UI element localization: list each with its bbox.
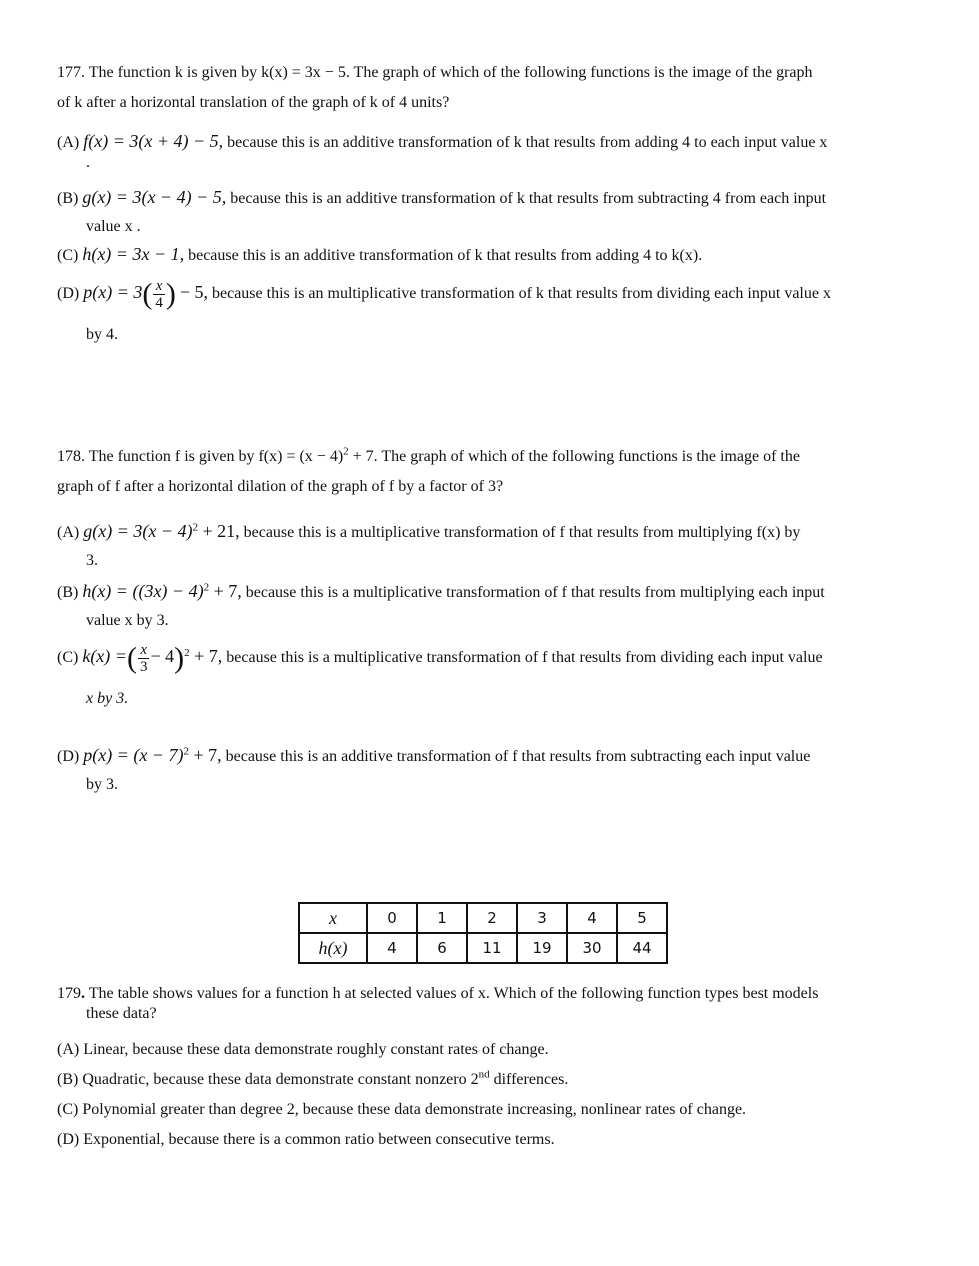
q179-b-post: differences. <box>489 1071 569 1088</box>
q177-c-label: (C) <box>57 247 79 264</box>
q177-d-eq-pre: p(x) = 3 <box>83 282 143 303</box>
q178-c-eq-pre: k(x) = <box>82 646 127 667</box>
table-header-x: x <box>299 903 367 933</box>
q178-b-tail: value x by 3. <box>86 612 169 629</box>
q177-option-b <box>57 187 923 237</box>
q178-d-tail: by 3. <box>86 776 118 793</box>
table-cell-x: 5 <box>617 903 667 933</box>
q177-stem-line2: of k after a horizontal translation of the graph of k of 4 units? <box>57 94 450 111</box>
table-row-x <box>299 903 667 933</box>
q177-option-a <box>57 131 923 173</box>
table-cell-x: 1 <box>417 903 467 933</box>
q179-stem-line1: The table shows values for a function h at selected values of x. Which of the following function types best models <box>85 985 819 1002</box>
q178-a-label: (A) <box>57 524 80 541</box>
q178-option-a <box>57 521 923 571</box>
q178-option-d <box>57 745 923 795</box>
q177-c-text: because this is an additive transformation of k that results from adding 4 to k(x). <box>188 247 703 264</box>
q179-b-sup: nd <box>478 1068 490 1081</box>
q178-b-text: because this is a multiplicative transformation of f that results from multiplying each input <box>245 584 825 601</box>
q177-d-frac-den: 4 <box>155 295 163 311</box>
q177-option-d <box>57 278 923 345</box>
q178-d-label: (D) <box>57 748 80 765</box>
q177-b-tail: value x . <box>86 218 141 235</box>
q178-c-label: (C) <box>57 649 79 667</box>
q178-a-tail: 3. <box>86 552 98 569</box>
q178-c-eq-mid: − 4 <box>150 646 175 667</box>
q178-c-eq-post: + 7, <box>189 646 223 667</box>
table-cell-x: 4 <box>567 903 617 933</box>
q177-stem <box>57 58 923 118</box>
q177-a-label: (A) <box>57 134 80 151</box>
q177-d-paren-close: ) <box>165 277 176 311</box>
q179-option-c: (C) Polynomial greater than degree 2, because these data demonstrate increasing, nonlinear rates of change. <box>57 1101 747 1118</box>
q178-c-fraction <box>138 642 150 675</box>
values-table <box>298 902 668 964</box>
q178-c-paren-open: ( <box>126 641 137 675</box>
q177-d-tail: by 4. <box>86 326 118 343</box>
q178-stem-line1-pre: 178. The function f is given by f(x) = (x − 4) <box>57 448 344 465</box>
q178-b-eq-pre: h(x) = ((3x) − 4) <box>82 581 204 601</box>
q177-b-text: because this is an additive transformation of k that results from subtracting 4 from each input <box>230 190 827 207</box>
q178-a-eq-pre: g(x) = 3(x − 4) <box>83 521 193 541</box>
q178-stem <box>57 442 923 502</box>
q178-c-frac-num: x <box>138 642 150 659</box>
q179-option-b <box>57 1070 923 1090</box>
q178-b-label: (B) <box>57 584 79 601</box>
q179-stem-line2: these data? <box>86 1005 157 1022</box>
table-cell-h: 44 <box>617 933 667 963</box>
q177-option-c <box>57 244 923 266</box>
q178-d-eq-pre: p(x) = (x − 7) <box>83 745 184 765</box>
q177-d-label: (D) <box>57 285 80 303</box>
table-row-h <box>299 933 667 963</box>
q179-b-pre: (B) Quadratic, because these data demonstrate constant nonzero 2 <box>57 1071 479 1088</box>
q178-a-eq-post: + 21, <box>197 521 240 541</box>
q178-stem-line1-post: + 7. The graph of which of the following functions is the image of the <box>348 448 800 465</box>
table-cell-h: 4 <box>367 933 417 963</box>
table-cell-h: 19 <box>517 933 567 963</box>
table-cell-x: 3 <box>517 903 567 933</box>
table-cell-x: 0 <box>367 903 417 933</box>
q179-dot: . <box>81 985 85 1002</box>
q177-d-eq-post: − 5, <box>179 282 208 303</box>
q178-c-tail: x by 3. <box>86 690 129 707</box>
q179-option-a: (A) Linear, because these data demonstrate roughly constant rates of change. <box>57 1041 549 1058</box>
table-header-h: h(x) <box>299 933 367 963</box>
q179-number: 179 <box>57 985 81 1002</box>
q178-b-eq-post: + 7, <box>209 581 242 601</box>
q177-b-equation: g(x) = 3(x − 4) − 5, <box>82 187 227 207</box>
q177-a-tail: . <box>86 154 90 171</box>
q178-c-paren-close: ) <box>174 641 185 675</box>
table-cell-h: 30 <box>567 933 617 963</box>
q177-d-text: because this is an multiplicative transformation of k that results from dividing each input value x <box>212 285 831 303</box>
q178-c-text: because this is a multiplicative transformation of f that results from dividing each input value <box>226 649 823 667</box>
q178-c-frac-den: 3 <box>139 659 148 675</box>
q178-a-text: because this is a multiplicative transformation of f that results from multiplying f(x) by <box>243 524 801 541</box>
q178-d-text: because this is an additive transformation of f that results from subtracting each input value <box>225 748 811 765</box>
table-cell-x: 2 <box>467 903 517 933</box>
q178-c-sup: 2 <box>184 646 190 659</box>
q178-option-b <box>57 581 923 631</box>
q177-d-fraction <box>153 278 165 311</box>
table-cell-h: 11 <box>467 933 517 963</box>
q177-d-paren-open: ( <box>142 277 153 311</box>
q178-stem-line2: graph of f after a horizontal dilation of the graph of f by a factor of 3? <box>57 478 504 495</box>
q177-a-text: because this is an additive transformation of k that results from adding 4 to each input value x <box>227 134 828 151</box>
q178-d-eq-post: + 7, <box>188 745 222 765</box>
q179-option-d: (D) Exponential, because there is a common ratio between consecutive terms. <box>57 1131 555 1148</box>
q178-option-c <box>57 642 923 709</box>
q177-a-equation: f(x) = 3(x + 4) − 5, <box>83 131 224 151</box>
q177-b-label: (B) <box>57 190 79 207</box>
table-cell-h: 6 <box>417 933 467 963</box>
q178-stem-sup: 2 <box>343 445 349 458</box>
q178-a-sup: 2 <box>192 521 198 534</box>
q179-stem <box>57 984 923 1024</box>
q178-b-sup: 2 <box>203 581 210 594</box>
q178-d-sup: 2 <box>183 745 189 758</box>
q177-stem-line1: 177. The function k is given by k(x) = 3x − 5. The graph of which of the following functions is the image of the graph <box>57 64 813 81</box>
q177-c-equation: h(x) = 3x − 1, <box>82 244 185 264</box>
q177-d-frac-num: x <box>153 278 165 295</box>
